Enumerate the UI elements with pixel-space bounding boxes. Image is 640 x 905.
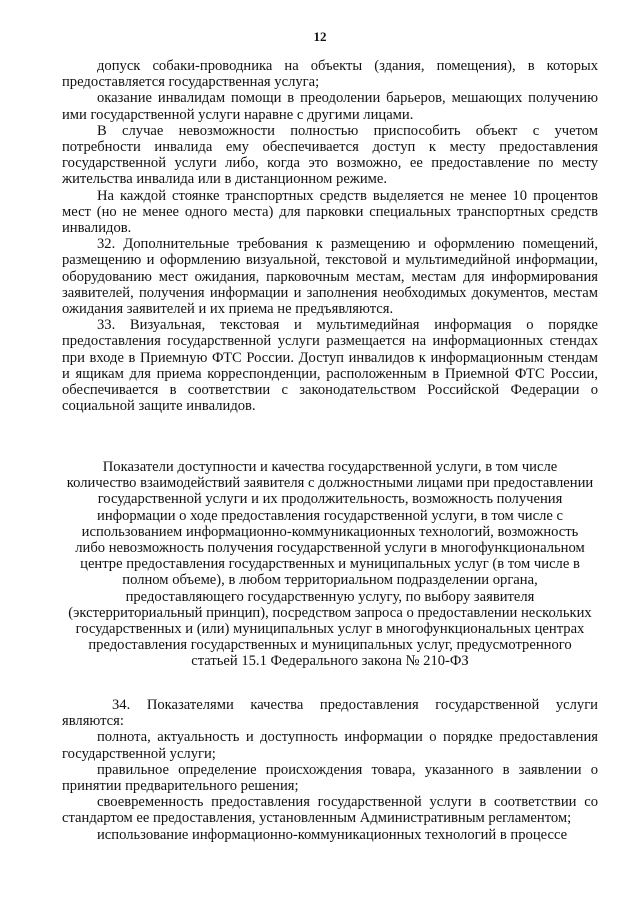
heading-line: информации о ходе предоставления государственной услуги, в том числе с bbox=[97, 507, 563, 524]
paragraph: 34. Показателями качества предоставления государственной услуги являются: bbox=[62, 697, 598, 730]
heading-line: полном объеме), в любом территориальном подразделении органа, bbox=[122, 572, 538, 589]
paragraph: правильное определение происхождения товара, указанного в заявлении о принятии предварительного решения; bbox=[62, 761, 598, 795]
paragraph: использование информационно-коммуникационных технологий в процессе bbox=[97, 826, 568, 843]
section-heading bbox=[62, 459, 598, 670]
paragraph: На каждой стоянке транспортных средств выделяется не менее 10 процентов мест (но не менее одного места) для парковки специальных транспортных средств инвалидов. bbox=[62, 187, 598, 237]
heading-line: предоставляющего государственную услугу, по выбору заявителя bbox=[125, 588, 535, 605]
heading-line: статьей 15.1 Федерального закона № 210-ФЗ bbox=[191, 653, 469, 670]
paragraph: своевременность предоставления государственной услуги в соответствии со стандартом ее предоставления, установленным Административным регламентом; bbox=[62, 794, 598, 827]
heading-line: (экстерриториальный принцип), посредством запроса о предоставлении нескольких bbox=[68, 604, 592, 621]
heading-line: количество взаимодействий заявителя с должностными лицами при предоставлении bbox=[66, 475, 594, 492]
paragraph: 32. Дополнительные требования к размещению и оформлению помещений, размещению и оформлению визуальной, текстовой и мультимедийной информации, оборудованию мест ожидания, парковочным местам, местам для информирования заявителей, получения информации и заполнения необходимых документов, местам ожидания заявителей и их приема не предъявляются. bbox=[62, 236, 598, 318]
page-number: 12 bbox=[313, 29, 327, 44]
paragraph: оказание инвалидам помощи в преодолении барьеров, мешающих получению ими государственной услуги наравне с другими лицами. bbox=[62, 90, 598, 123]
heading-line: государственных и (или) муниципальных услуг в многофункциональных центрах bbox=[75, 621, 585, 638]
paragraph: полнота, актуальность и доступность информации о порядке предоставления государственной услуги; bbox=[62, 729, 598, 762]
heading-line: либо невозможность получения государственной услуги в многофункциональном bbox=[75, 540, 585, 557]
paragraph: В случае невозможности полностью приспособить объект с учетом потребности инвалида ему обеспечивается доступ к месту предоставления государственной услуги либо, когда это возможно, ее предоставление по месту жительства инвалида или в дистанционном режиме. bbox=[62, 122, 598, 188]
paragraph: 33. Визуальная, текстовая и мультимедийная информация о порядке предоставления государственной услуги размещается на информационных стендах при входе в Приемную ФТС России. Доступ инвалидов к информационным стендам и ящикам для приема корреспонденции, расположенным в Приемной ФТС России, обеспечивается в соответствии с законодательством Российской Федерации о социальной защите инвалидов. bbox=[62, 317, 598, 415]
heading-line: Показатели доступности и качества государственной услуги, в том числе bbox=[102, 459, 558, 475]
bottom-text-block bbox=[62, 697, 598, 843]
paragraph: допуск собаки-проводника на объекты (здания, помещения), в которых предоставляется государственная услуга; bbox=[62, 58, 598, 91]
heading-line: государственной услуги и их продолжительность, возможность получения bbox=[97, 491, 563, 508]
heading-line: предоставления государственных и муниципальных услуг, предусмотренного bbox=[88, 637, 572, 654]
heading-line: использованием информационно-коммуникационных технологий, возможность bbox=[81, 523, 579, 540]
heading-line: центре предоставления государственных и муниципальных услуг (в том числе в bbox=[80, 556, 580, 573]
top-text-block bbox=[62, 58, 598, 414]
